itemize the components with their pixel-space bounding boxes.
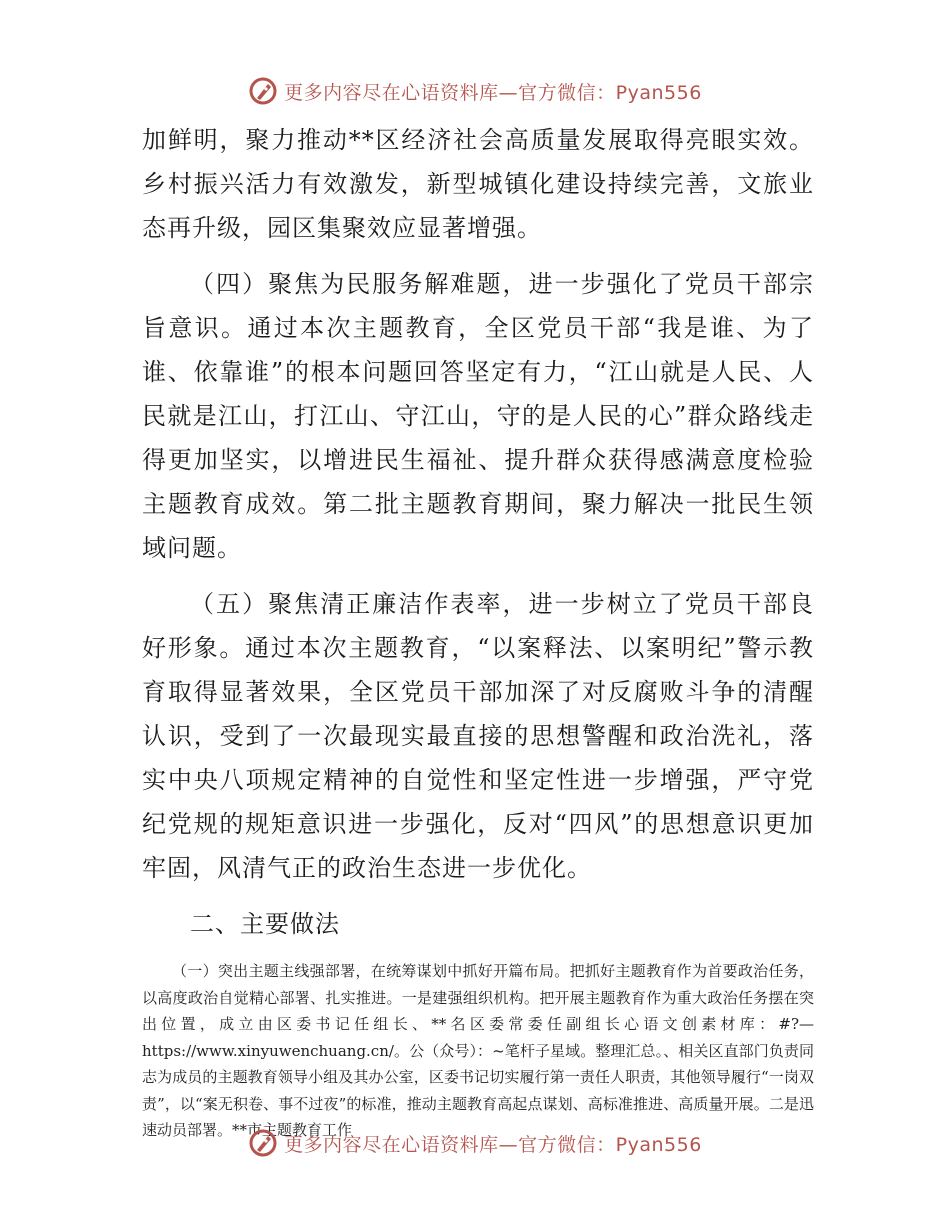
section-heading-main-practices: 二、主要做法 [190, 910, 340, 938]
paragraph-section-five: （五）聚焦清正廉洁作表率，进一步树立了党员干部良好形象。通过本次主题教育，“以案释法、以案明纪”警示教育取得显著效果，全区党员干部加深了对反腐败斗争的清醒认识，受到了一次最现实最直接的思想警醒和政治洗礼，落实中央八项规定精神的自觉性和坚定性进一步增强，严守党纪党规的规矩意识进一步强化，反对“四风”的思想意识更加牢固，风清气正的政治生态进一步优化。 [142, 590, 814, 882]
paragraph-section-four: （四）聚焦为民服务解难题，进一步强化了党员干部宗旨意识。通过本次主题教育，全区党员干部“我是谁、为了谁、依靠谁”的根本问题回答坚定有力，“江山就是人民、人民就是江山，打江山、守江山，守的是人民的心”群众路线走得更加坚实，以增进民生福祉、提升群众获得感满意度检验主题教育成效。第二批主题教育期间，聚力解决一批民生领域问题。 [142, 270, 814, 562]
watermark-text: 更多内容尽在心语资料库—官方微信：Pyan556 [284, 1133, 702, 1156]
paragraph-practice-one: （一）突出主题主线强部署，在统筹谋划中抓好开篇布局。把抓好主题教育作为首要政治任务，以高度政治自觉精心部署、扎实推进。一是建强组织机构。把开展主题教育作为重大政治任务摆在突出位置，成立由区委书记任组长、**名区委常委任副组长心语文创素材库：#?—https://www.xinyuwenchuang.cn/。公（众号）：~笔杆子星域。整理汇总。、相关区直部门负责同志为成员的主题教育领导小组及其办公室，区委书记切实履行第一责任人职责，其他领导履行“一岗双责”，以“案无积卷、事不过夜”的标准，推动主题教育高起点谋划、高标准推进、高质量开展。二是迅速动员部署。**市主题教育工作 [142, 962, 814, 1139]
paragraph-continuation: 加鲜明，聚力推动**区经济社会高质量发展取得亮眼实效。乡村振兴活力有效激发，新型城镇化建设持续完善，文旅业态再升级，园区集聚效应显著增强。 [142, 126, 814, 242]
pen-nib-circle-icon [248, 1128, 278, 1158]
pen-nib-circle-icon [248, 76, 278, 106]
watermark-footer [0, 1128, 950, 1158]
document-body [142, 118, 814, 1144]
watermark-header [0, 76, 950, 106]
watermark-text: 更多内容尽在心语资料库—官方微信：Pyan556 [284, 81, 702, 104]
